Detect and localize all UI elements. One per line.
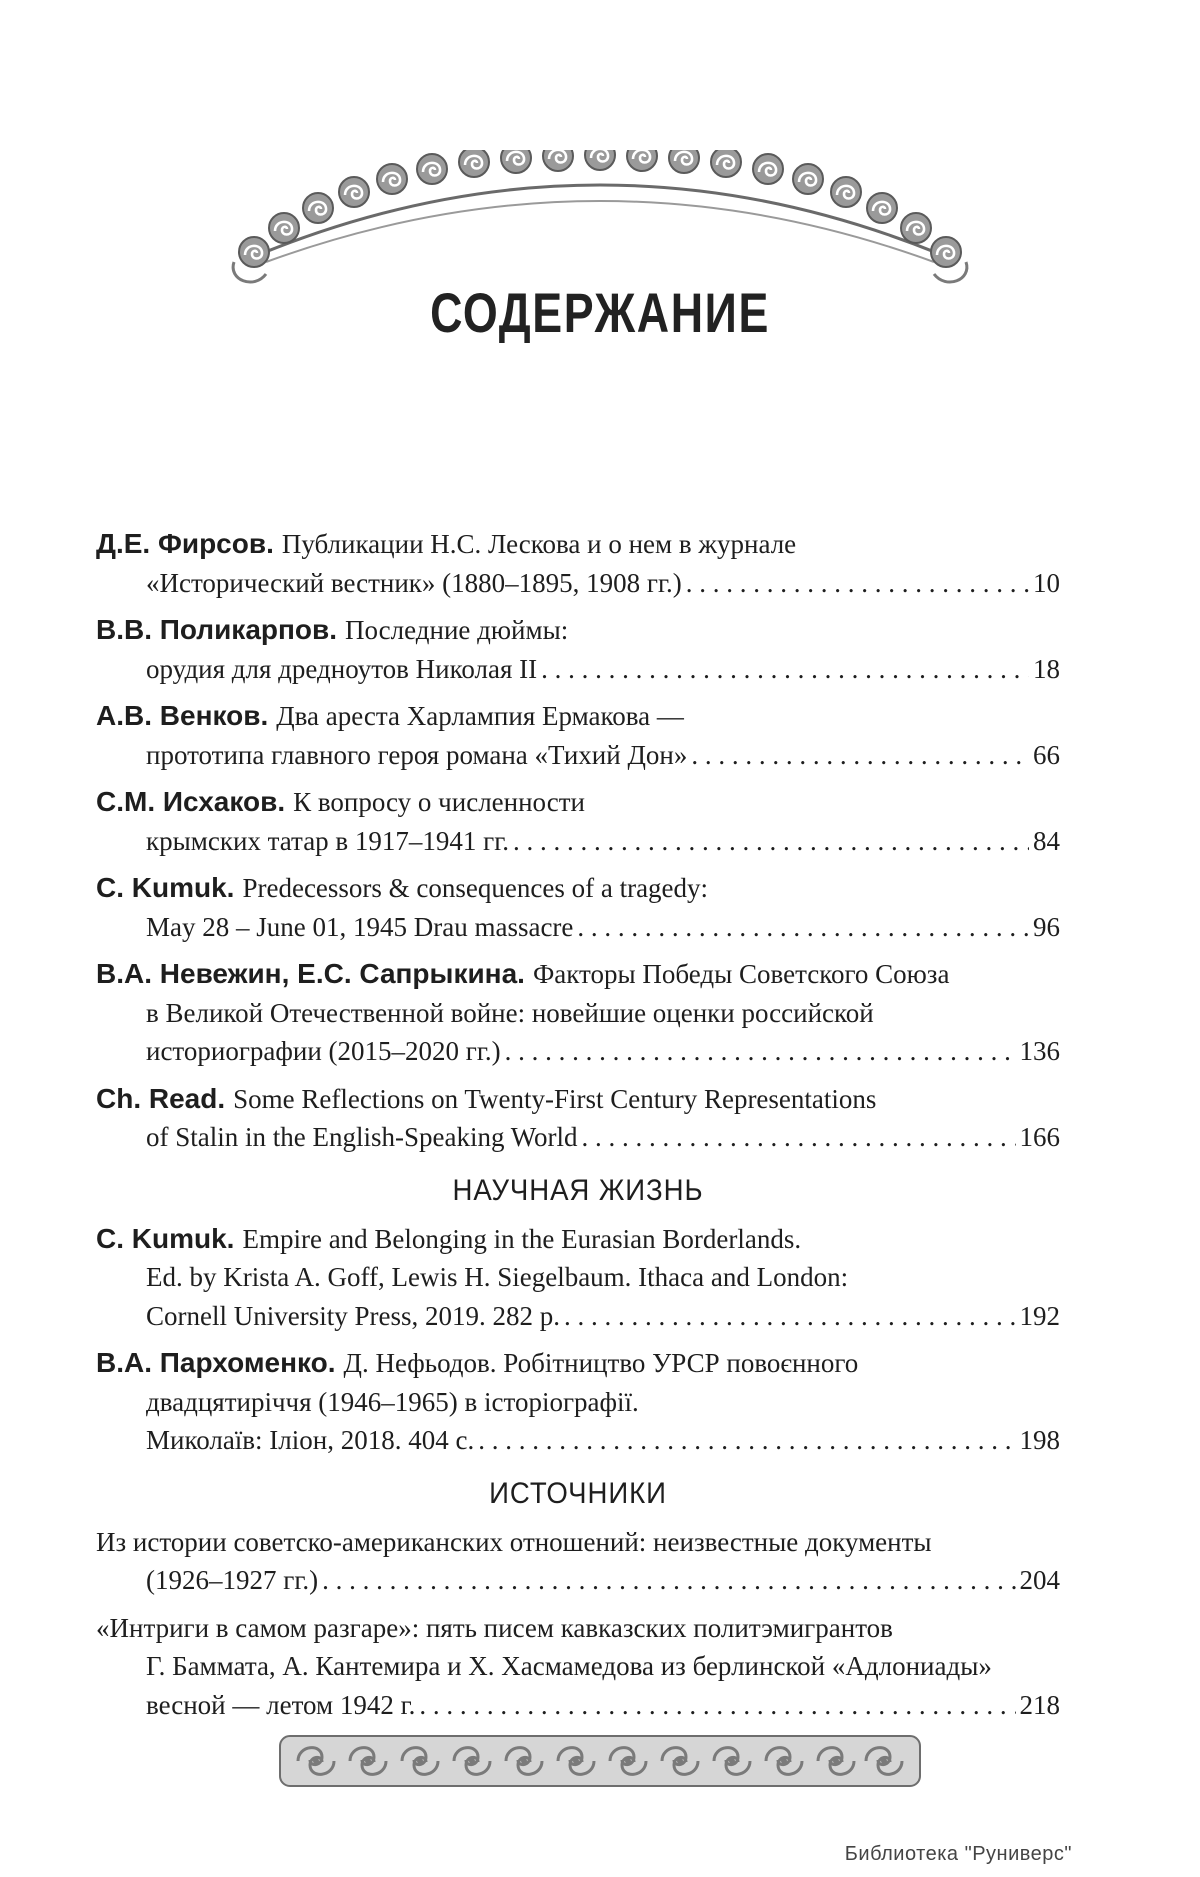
entry-title-line: историографии (2015–2020 гг.) [146,1036,501,1066]
entry-title-line: Ed. by Krista A. Goff, Lewis H. Siegelbaum. Ithaca and London: [146,1262,849,1292]
entry-title-line: прототипа главного героя романа «Тихий Дон» [146,739,688,770]
entry-author: C. Kumuk. [96,872,235,903]
entry-title-line: Из истории советско-американских отношений: неизвестные документы [96,1526,932,1557]
entry-title-line: весной — летом 1942 г. [146,1689,416,1720]
entry-title-line: Cornell University Press, 2019. 282 p. [146,1300,560,1331]
dot-leader [564,1297,1016,1336]
page-number: 66 [1033,739,1060,770]
page-number: 96 [1033,911,1060,942]
entry-title-line: Последние дюймы: [345,615,569,645]
page-number: 10 [1033,567,1060,598]
dot-leader [419,1686,1015,1725]
entry-title-line: Some Reflections on Twenty-First Century Representations [233,1083,877,1114]
page-number: 192 [1019,1300,1060,1331]
entry-title-line: Факторы Победы Советского Союза [532,959,950,989]
entry-author: В.В. Поликарпов. [96,614,338,645]
page-number: 204 [1019,1565,1060,1595]
toc-entry[interactable] [96,1523,1060,1600]
entry-title-line: «Интриги в самом разгаре»: пять писем кавказских политэмигрантов [96,1612,893,1643]
entry-title-line: Д. Нефьодов. Робітництво УРСР повоєнного [343,1348,859,1378]
entry-title-line: Публикации Н.С. Лескова и о нем в журнале [281,529,797,559]
entry-author: C. Kumuk. [96,1222,235,1254]
section-heading-science: НАУЧНАЯ ЖИЗНЬ [452,1173,704,1207]
library-watermark: Библиотека "Руниверс" [844,1843,1072,1865]
entry-author: Д.Е. Фирсов. [96,528,274,559]
entry-title-line: крымских татар в 1917–1941 гг. [146,825,510,856]
entry-title-line: К вопросу о численности [293,787,585,817]
entry-title-line: Г. Баммата, А. Кантемира и Х. Хасмамедова из берлинской «Адлониады» [146,1651,992,1681]
entry-author: С.М. Исхаков. [96,786,286,817]
toc-entry[interactable] [96,697,1060,774]
entry-title-line: May 28 – June 01, 1945 Drau massacre [146,911,574,942]
entry-title-line: «Исторический вестник» (1880–1895, 1908 гг.) [146,567,682,598]
toc-entry[interactable] [96,525,1060,602]
toc-entry[interactable] [96,1220,1060,1336]
toc-entry[interactable] [96,1609,1060,1725]
toc-entry[interactable] [96,1344,1060,1460]
entry-title-line: Миколаїв: Іліон, 2018. 404 с. [146,1425,475,1455]
page-title: СОДЕРЖАНИЕ [430,281,770,344]
dot-leader [478,1421,1015,1460]
entry-author: В.А. Невежин, Е.С. Сапрыкина. [96,958,525,989]
page-number: 84 [1033,825,1060,856]
dot-leader [582,1118,1016,1157]
dot-leader [513,822,1029,861]
page-number: 198 [1019,1425,1060,1455]
toc-entry[interactable] [96,783,1060,860]
toc-entry[interactable] [96,869,1060,946]
dot-leader [541,650,1029,689]
table-of-contents [96,525,1060,1733]
dot-leader [577,908,1029,947]
dot-leader [322,1561,1015,1600]
entry-title-line: Два ареста Харлампия Ермакова — [276,701,684,731]
page-number: 18 [1033,653,1060,684]
entry-author: В.А. Пархоменко. [96,1347,336,1378]
entry-title-line: орудия для дредноутов Николая II [146,653,538,684]
entry-title-line: Predecessors & consequences of a tragedy: [242,873,709,903]
dot-leader [686,564,1029,603]
page-number: 136 [1019,1036,1060,1066]
entry-author: А.В. Венков. [96,700,269,731]
entry-title-line: в Великой Отечественной войне: новейшие оценки российской [146,997,874,1028]
dot-leader [691,736,1029,775]
entry-author: Ch. Read. [96,1082,226,1114]
page-number: 218 [1019,1689,1060,1720]
toc-entry[interactable] [96,955,1060,1071]
dot-leader [505,1032,1016,1071]
toc-entry[interactable] [96,611,1060,688]
section-heading-sources: ИСТОЧНИКИ [489,1476,667,1510]
page-number: 166 [1019,1122,1060,1152]
toc-entry[interactable] [96,1080,1060,1157]
entry-title-line: (1926–1927 гг.) [146,1565,319,1595]
entry-title-line: of Stalin in the English-Speaking World [146,1122,578,1152]
entry-title-line: Empire and Belonging in the Eurasian Borderlands. [242,1223,802,1254]
footer-ornament-band [276,1730,924,1792]
entry-title-line: двадцятиріччя (1946–1965) в історіографії. [146,1386,639,1417]
